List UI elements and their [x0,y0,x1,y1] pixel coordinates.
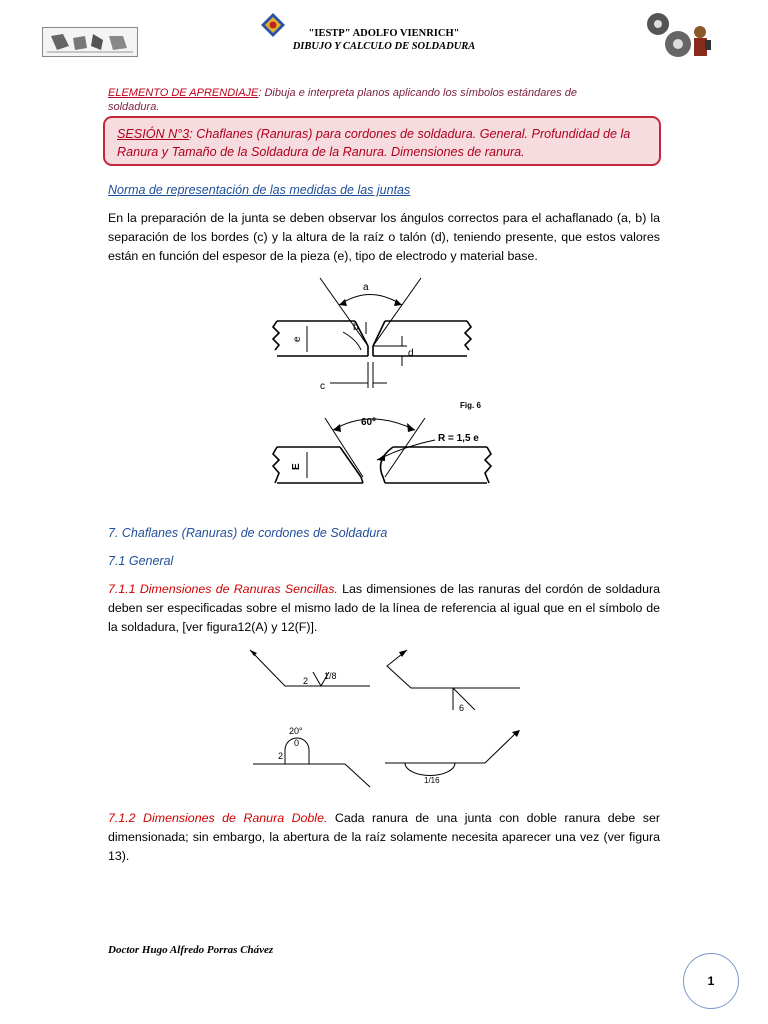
figure-12-c-angle: 20° [289,726,303,736]
header-institution: "IESTP" ADOLFO VIENRICH" [308,28,460,39]
figure-6-radius: R = 1,5 e [438,433,479,444]
section-7-1-2-paragraph [108,809,660,866]
figure-12-b-size: 6 [459,703,465,713]
figure-6-label-d: d [408,348,414,359]
section-7-1-title: 7.1 General [108,554,174,568]
figure-12-a-size: 1/8 [324,671,337,681]
figure-6-label-a: a [363,282,369,293]
section-norma-title: Norma de representación de las medidas de las juntas [108,183,411,197]
session-label: SESIÓN N°3 [117,127,190,141]
section-7-1-1-text: Las dimensiones de las ranuras del cordón de soldadura deben ser especificadas sobre el mismo lado de la línea de referencia al igual que en el símbolo de la soldadura, [ver figura12(A) y 12(F)]. [108,582,660,634]
figure-6-label-e: e [292,336,303,342]
header-right-logo [640,10,720,62]
section-7-title: 7. Chaflanes (Ranuras) de cordones de Soldadura [108,526,388,540]
section-norma-paragraph: En la preparación de la junta se deben observar los ángulos correctos para el achaflanado (a, b) la separación de los bordes (c) y la altura de la raíz o talón (d), teniendo presente, que estos valores están en función del espesor de la pieza (e), tipo de electrodo y material base. [108,211,660,263]
learning-element [108,86,618,114]
page-number-badge [683,953,739,1009]
figure-6-label-c: c [320,381,325,392]
gears-worker-icon [640,10,720,62]
figure-12-c-root: 0 [294,738,300,748]
session-text: : Chaflanes (Ranuras) para cordones de soldadura. General. Profundidad de la Ranura y Tamaño de la Soldadura de la Ranura. Dimensiones de ranura. [117,127,631,159]
header-left-logo [42,27,138,57]
figure-6-label-b: b [353,322,359,333]
session-box [103,116,661,166]
section-7-1-1-title: 7.1.1 Dimensiones de Ranuras Sencillas. [108,582,338,596]
figure-6 [265,270,495,490]
figure-6-caption: Fig. 6 [460,401,481,410]
figure-6-bottom-joint [273,447,491,483]
section-7-1-2-text: Cada ranura de una junta con doble ranura debe ser dimensionada; sin embargo, la abertura de la raíz solamente necesita aparecer una vez (ver figura 13). [108,811,661,863]
welding-joints-icon [43,28,137,56]
figure-12-d-size: 1/16 [424,776,440,785]
figure-6-dimension-lines [307,278,421,388]
figure-12-a-depth: 2 [303,676,309,686]
figure-12 [245,642,535,792]
header-course: DIBUJO Y CALCULO DE SOLDADURA [292,41,476,52]
learning-element-label: ELEMENTO DE APRENDIAJE [108,87,259,99]
learning-element-text: : Dibuja e interpreta planos aplicando los símbolos estándares de soldadura. [108,87,577,113]
figure-12-c-depth: 2 [278,751,284,761]
section-7-1-2-title: 7.1.2 Dimensiones de Ranura Doble. [108,811,328,825]
figure-6-angle: 60º [361,417,376,428]
footer-signature: Doctor Hugo Alfredo Porras Chávez [108,944,274,956]
page-number: 1 [707,974,715,988]
figure-6-label-E: E [291,463,302,470]
section-7-1-1-paragraph [108,580,660,637]
